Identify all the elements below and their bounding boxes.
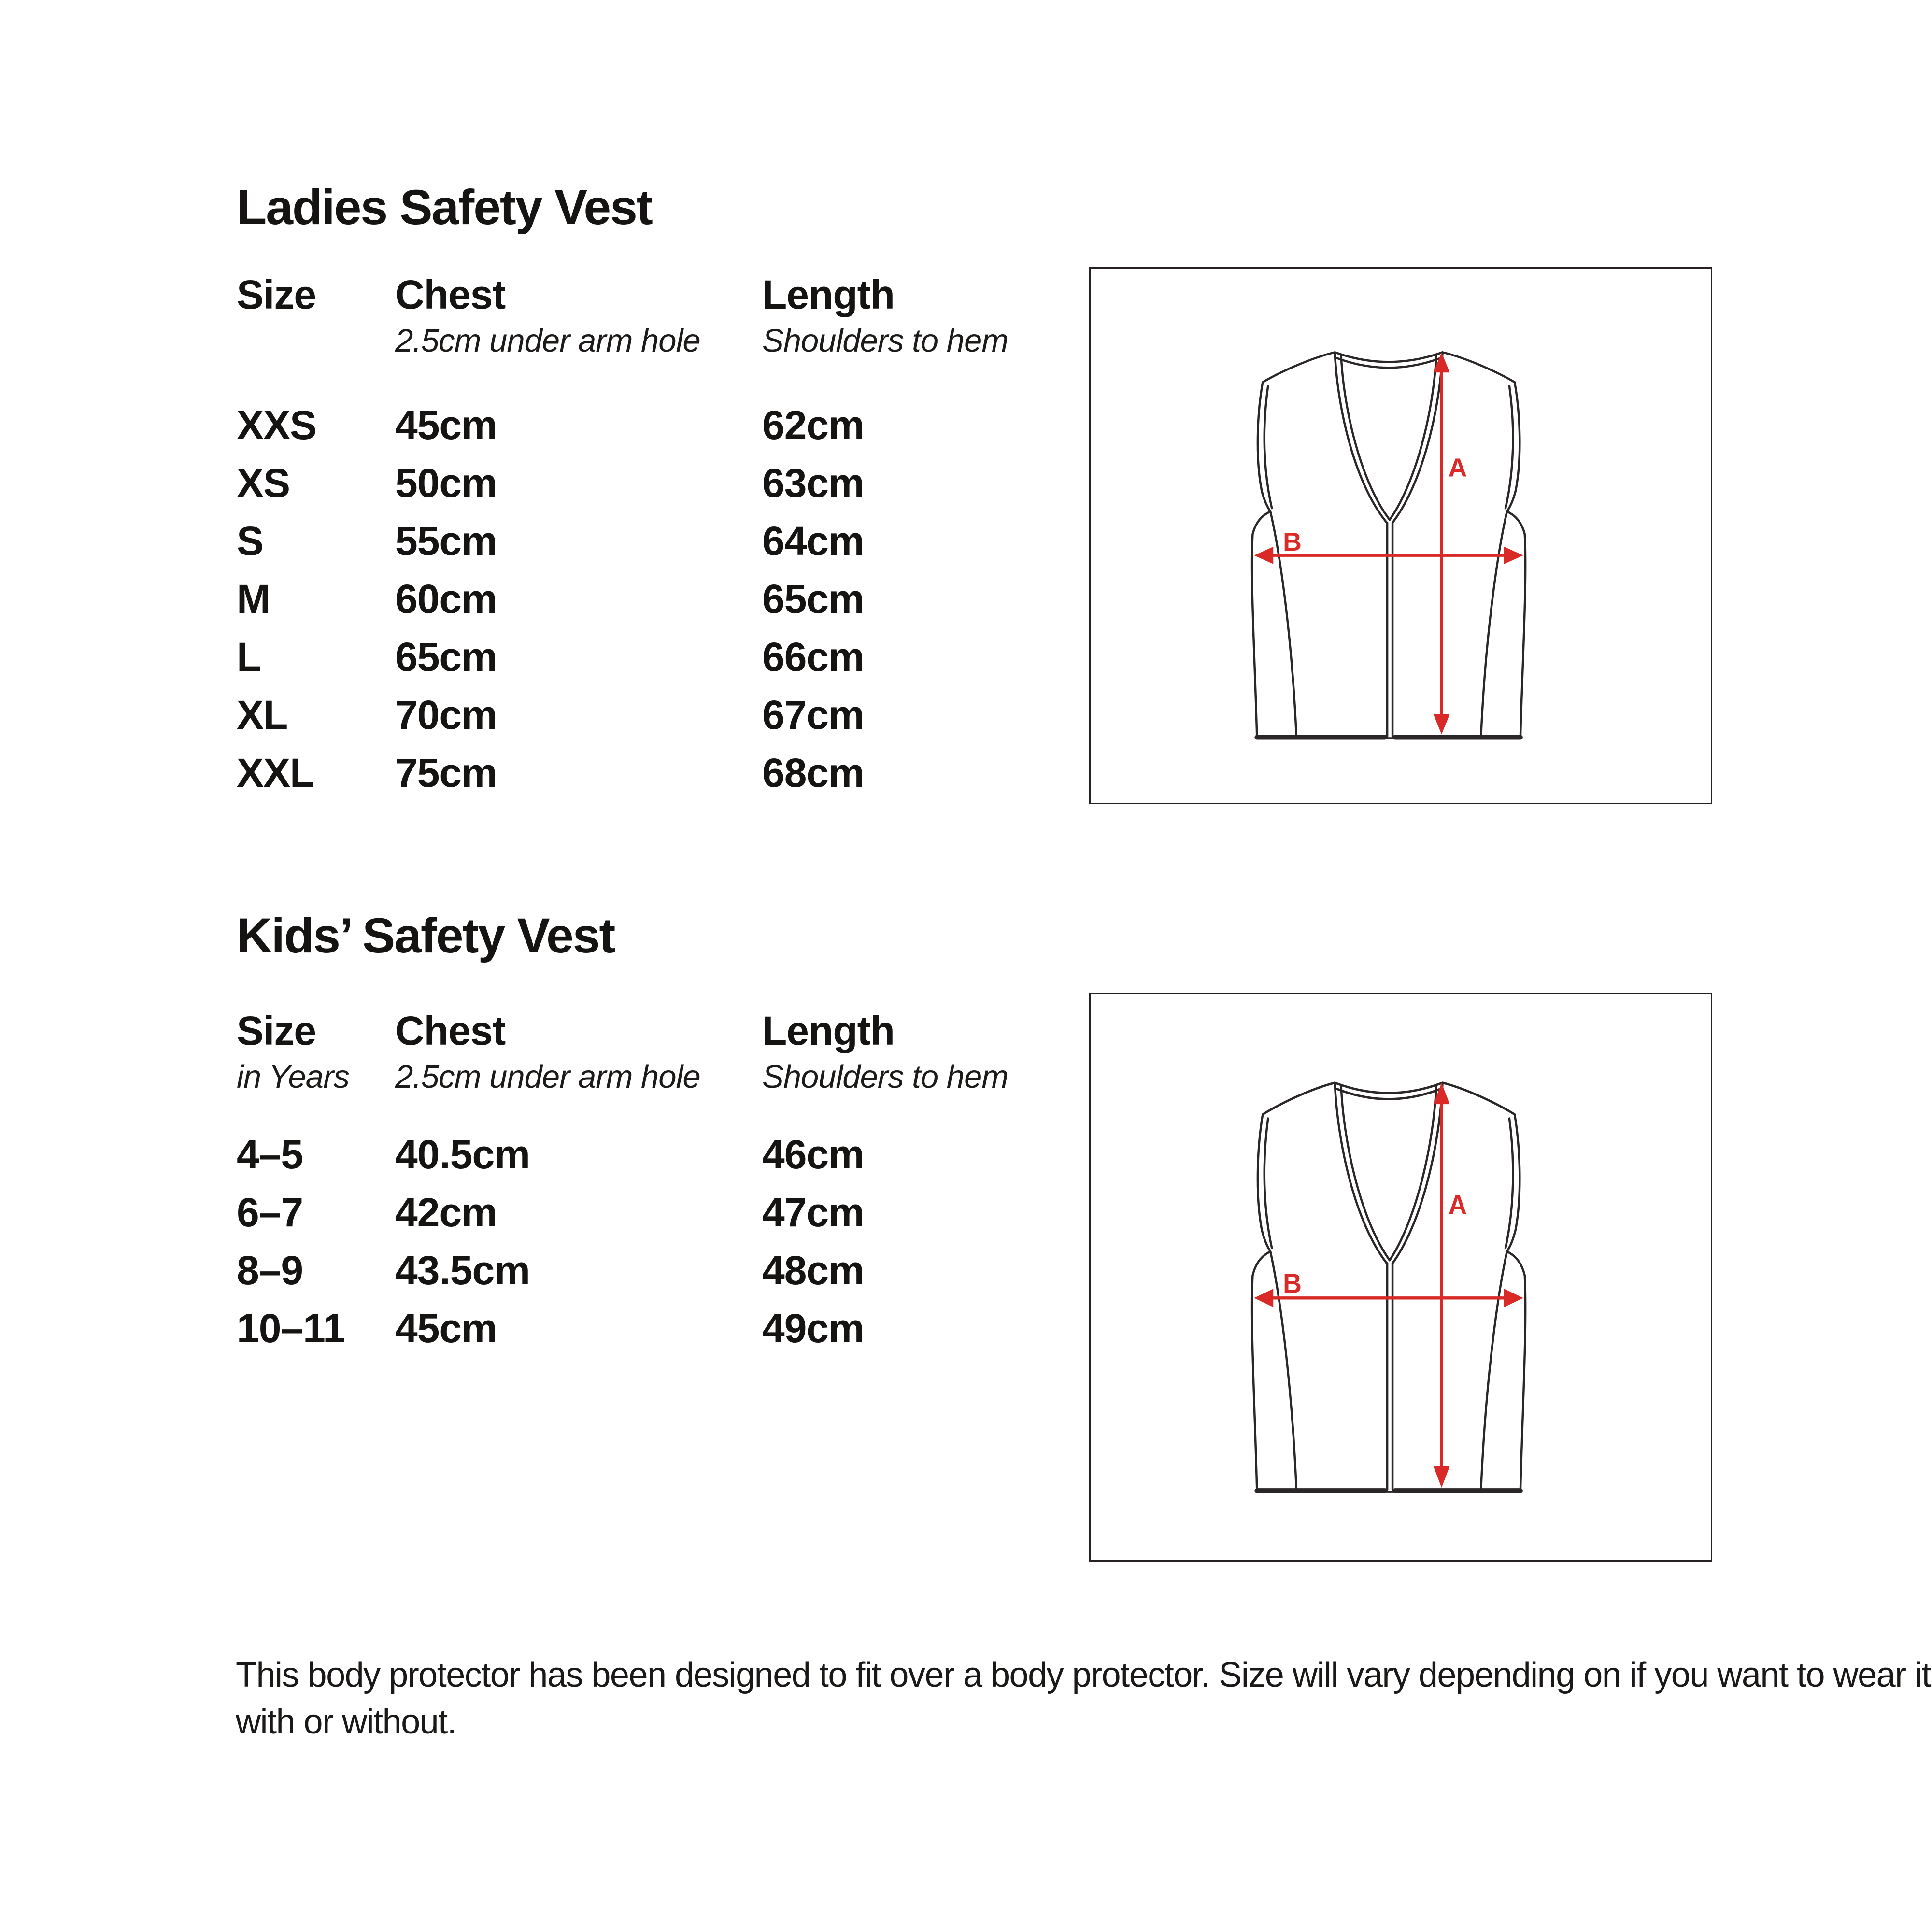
kids-col-size-subtitle: in Years bbox=[237, 1059, 349, 1095]
length-cell: 47cm bbox=[762, 1189, 864, 1235]
size-cell: 6–7 bbox=[237, 1189, 303, 1235]
kids-vest-diagram bbox=[1089, 993, 1712, 1562]
length-cell: 48cm bbox=[762, 1247, 864, 1293]
ladies-col-size-label: Size bbox=[237, 272, 316, 317]
length-cell: 49cm bbox=[762, 1305, 864, 1351]
size-cell: M bbox=[237, 576, 270, 622]
vest-measurement-illustration bbox=[1091, 994, 1711, 1560]
table-row bbox=[237, 512, 1029, 570]
size-cell: 8–9 bbox=[237, 1247, 303, 1293]
ladies-col-size bbox=[237, 274, 395, 357]
kids-section-title: Kids’ Safety Vest bbox=[237, 908, 615, 963]
chest-cell: 45cm bbox=[395, 1305, 497, 1351]
kids-col-length-subtitle: Shoulders to hem bbox=[762, 1059, 1009, 1095]
table-row bbox=[237, 454, 1029, 512]
table-row bbox=[237, 570, 1029, 628]
ladies-vest-diagram bbox=[1089, 267, 1712, 804]
table-row bbox=[237, 628, 1029, 686]
label-b: B bbox=[1283, 527, 1302, 556]
length-cell: 62cm bbox=[762, 402, 864, 448]
size-cell: 4–5 bbox=[237, 1131, 303, 1177]
kids-col-length-label: Length bbox=[762, 1008, 895, 1053]
ladies-col-chest-label: Chest bbox=[395, 272, 506, 317]
chest-cell: 45cm bbox=[395, 402, 497, 448]
kids-col-chest-label: Chest bbox=[395, 1008, 506, 1053]
ladies-col-chest-subtitle: 2.5cm under arm hole bbox=[395, 323, 700, 359]
length-cell: 68cm bbox=[762, 750, 864, 796]
kids-table-header bbox=[237, 1010, 1029, 1093]
table-row bbox=[237, 1299, 1029, 1357]
table-row bbox=[237, 1183, 1029, 1241]
table-row bbox=[237, 396, 1029, 454]
length-cell: 65cm bbox=[762, 576, 864, 622]
vest-measurement-illustration bbox=[1091, 269, 1711, 803]
chest-cell: 43.5cm bbox=[395, 1247, 530, 1293]
length-cell: 64cm bbox=[762, 518, 864, 564]
kids-col-chest bbox=[395, 1010, 762, 1093]
chest-cell: 65cm bbox=[395, 634, 497, 680]
chest-cell: 40.5cm bbox=[395, 1131, 530, 1177]
kids-table-rows bbox=[237, 1125, 1029, 1357]
table-row bbox=[237, 686, 1029, 744]
ladies-table-rows bbox=[237, 396, 1029, 802]
table-row bbox=[237, 1241, 1029, 1299]
table-row bbox=[237, 1125, 1029, 1183]
ladies-col-chest bbox=[395, 274, 762, 357]
length-cell: 63cm bbox=[762, 460, 864, 506]
kids-col-length bbox=[762, 1010, 1029, 1093]
size-cell: S bbox=[237, 518, 264, 564]
chest-cell: 60cm bbox=[395, 576, 497, 622]
chest-cell: 70cm bbox=[395, 692, 497, 738]
ladies-col-length bbox=[762, 274, 1029, 357]
chest-cell: 50cm bbox=[395, 460, 497, 506]
ladies-col-length-label: Length bbox=[762, 272, 895, 317]
ladies-table-header bbox=[237, 274, 1029, 357]
chest-cell: 55cm bbox=[395, 518, 497, 564]
label-b: B bbox=[1283, 1268, 1302, 1299]
kids-col-chest-subtitle: 2.5cm under arm hole bbox=[395, 1059, 700, 1095]
chest-cell: 75cm bbox=[395, 750, 497, 796]
size-cell: XXL bbox=[237, 750, 314, 796]
length-cell: 46cm bbox=[762, 1131, 864, 1177]
size-cell: XS bbox=[237, 460, 290, 506]
size-cell: XXS bbox=[237, 402, 317, 448]
ladies-col-length-subtitle: Shoulders to hem bbox=[762, 323, 1009, 359]
size-cell: 10–11 bbox=[237, 1305, 345, 1351]
footnote-text: This body protector has been designed to fit over a body protector. Size will vary depending on if you want to wear it with or without. bbox=[236, 1656, 1931, 1741]
kids-col-size bbox=[237, 1010, 395, 1093]
label-a: A bbox=[1448, 453, 1467, 483]
chest-cell: 42cm bbox=[395, 1189, 497, 1235]
table-row bbox=[237, 744, 1029, 802]
ladies-section-title: Ladies Safety Vest bbox=[237, 180, 652, 235]
kids-col-size-label: Size bbox=[237, 1008, 316, 1053]
size-cell: L bbox=[237, 634, 261, 680]
length-cell: 66cm bbox=[762, 634, 864, 680]
size-cell: XL bbox=[237, 692, 288, 738]
length-cell: 67cm bbox=[762, 692, 864, 738]
label-a: A bbox=[1448, 1189, 1467, 1221]
